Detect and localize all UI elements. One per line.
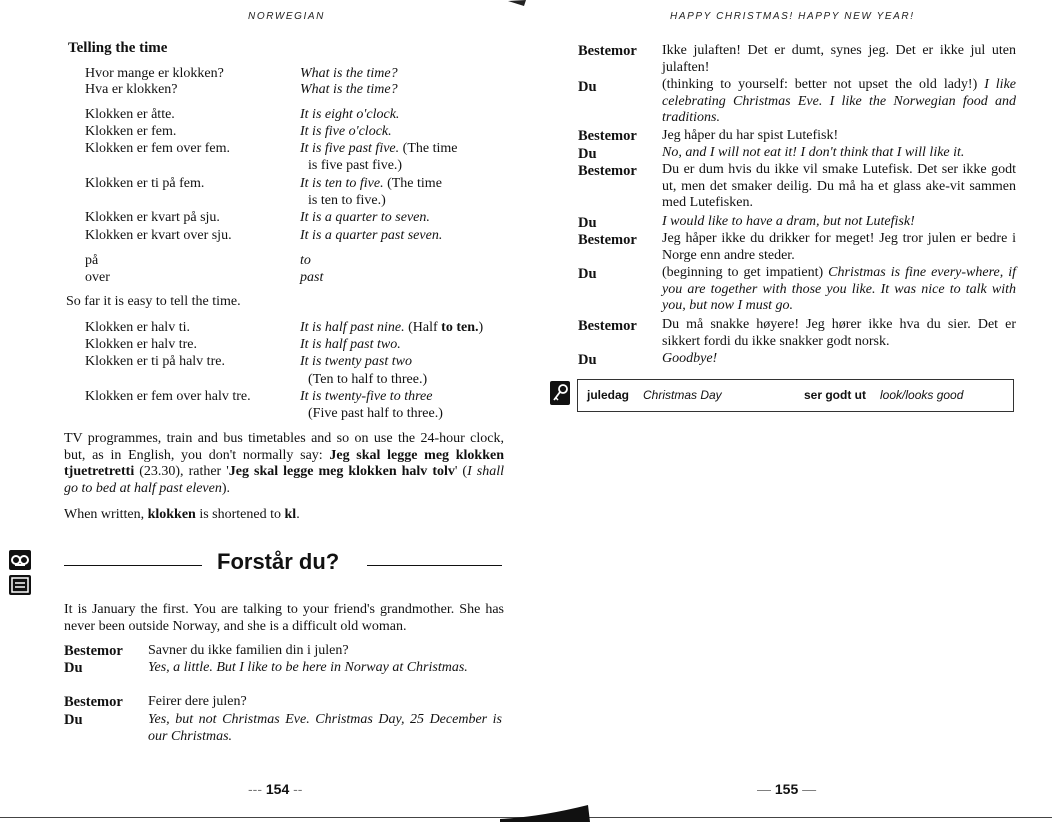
dialogue-line: Goodbye! [662,351,718,366]
phrase-english: It is twenty past two [300,354,412,369]
vocab-box [577,379,1014,412]
speaker: Bestemor [64,694,123,710]
phrase-english: It is a quarter past seven. [300,228,443,243]
speaker: Bestemor [578,43,637,59]
dialogue-line: Du er dum hvis du ikke vil smake Lutefisk. Det ser ikke godt ut, men det smaker deilig. Du må ha et glass ake-vit sammen med Lutefisken. [662,162,1016,210]
speaker: Bestemor [578,232,637,248]
phrase-norwegian: Hvor mange er klokken? [85,66,224,81]
phrase-note-cont: is ten to five.) [308,193,386,208]
page-number-left: --- 154 -- [248,781,303,797]
easy-line: So far it is easy to tell the time. [66,294,241,309]
dialogue-line: Jeg håper ikke du drikker for meget! Jeg tror julen er bedre i Norge enn andre steder. [662,231,1016,263]
forstar-heading: Forstår du? [217,549,340,574]
dialogue-line: No, and I will not eat it! I don't think that I will like it. [662,145,965,160]
vocab-meaning: look/looks good [880,388,964,402]
phrase-english: to [300,253,311,268]
phrase-note: (Half [408,320,442,335]
phrase-english: It is ten to five. [300,176,384,191]
speaker: Du [64,660,83,676]
phrase-note: (Five past half to three.) [308,406,443,421]
heading-rule-right [367,565,502,566]
written-line: When written, klokken is shortened to kl. [64,507,300,522]
spine-shadow [500,805,590,822]
dialogue-line: Ikke julaften! Det er dumt, synes jeg. Det er ikke jul uten julaften! [662,43,1016,75]
phrase-norwegian: Klokken er kvart over sju. [85,228,232,243]
text-icon [9,575,31,595]
speaker: Du [578,352,597,368]
dialogue-line: Du må snakke høyere! Jeg hører ikke hva du sier. Det er sikkert fordi du ikke snakker godt norsk. [662,317,1016,349]
speaker: Du [64,712,83,728]
phrase-note-bold: to ten. [441,320,479,335]
phrase-norwegian: Klokken er fem over halv tre. [85,389,251,404]
dialogue-line: Jeg håper du har spist Lutefisk! [662,128,839,143]
speaker: Bestemor [578,163,637,179]
phrase-note-cont: is five past five.) [308,158,403,173]
speaker: Du [578,79,597,95]
phrase-note-end: ) [478,320,484,335]
tv-paragraph: TV programmes, train and bus timetables and so on use the 24-hour clock, but, as in English, you don't normally say: Jeg skal legge meg klokken tjuetretretti (23.30), rather 'Jeg skal legge meg klokken halv tolv' (I shall go to bed at half past eleven). [64,431,504,496]
phrase-english: It is five past five. [300,141,400,156]
phrase-norwegian: Klokken er halv ti. [85,320,190,335]
dialogue-line: (thinking to yourself: better not upset the old lady!) I like celebrating Christmas Eve. I like the Norwegian food and traditions. [662,77,1016,125]
phrase-english: What is the time? [300,82,398,97]
vocab-word: ser godt ut [804,388,866,402]
section-title: Telling the time [68,40,168,56]
dialogue-line: (beginning to get impatient) Christmas is fine every-where, if you are together with those you like. It was nice to talk with you, but now I must go. [662,265,1016,313]
phrase-norwegian: Hva er klokken? [85,82,178,97]
speaker: Du [578,215,597,231]
dialogue-line: Yes, a little. But I like to be here in Norway at Christmas. [148,660,468,675]
phrase-note: (The time [387,176,442,191]
speaker: Du [578,146,597,162]
phrase-english: It is a quarter to seven. [300,210,430,225]
running-head-left: NORWEGIAN [248,11,325,22]
phrase-norwegian: Klokken er fem. [85,124,177,139]
audio-icon [9,550,31,570]
phrase-english: It is five o'clock. [300,124,392,139]
phrase-norwegian: Klokken er halv tre. [85,337,197,352]
phrase-norwegian: Klokken er kvart på sju. [85,210,220,225]
dialogue-line: Yes, but not Christmas Eve. Christmas Day, 25 December is our Christmas. [148,712,502,744]
dialogue-line: Feirer dere julen? [148,694,247,709]
top-spine-mark [508,0,528,8]
phrase-norwegian: Klokken er fem over fem. [85,141,230,156]
speaker: Bestemor [578,128,637,144]
phrase-norwegian: på [85,253,99,268]
dialogue-line: I would like to have a dram, but not Lutefisk! [662,214,915,229]
speaker: Du [578,266,597,282]
page-number-right: — 155 — [757,781,817,797]
phrase-norwegian: Klokken er ti på halv tre. [85,354,225,369]
vocab-word: juledag [587,388,630,402]
phrase-english: past [300,270,324,285]
intro-paragraph: It is January the first. You are talking to your friend's grandmother. She has never been outside Norway, and she is a difficult old woman. [64,602,504,634]
phrase-english: It is eight o'clock. [300,107,400,122]
phrase-note: (Ten to half to three.) [308,372,428,387]
phrase-norwegian: Klokken er åtte. [85,107,175,122]
phrase-norwegian: over [85,270,110,285]
phrase-english: It is half past nine. [300,320,405,335]
phrase-note: (The time [402,141,458,156]
speaker: Bestemor [578,318,637,334]
phrase-english: What is the time? [300,66,398,81]
phrase-norwegian: Klokken er ti på fem. [85,176,205,191]
phrase-english: It is twenty-five to three [300,389,433,404]
dialogue-line: Savner du ikke familien din i julen? [148,643,349,658]
speaker: Bestemor [64,643,123,659]
phrase-english: It is half past two. [300,337,401,352]
key-icon [550,381,570,405]
running-head-right: HAPPY CHRISTMAS! HAPPY NEW YEAR! [670,11,915,22]
heading-rule-left [64,565,202,566]
vocab-meaning: Christmas Day [643,388,722,402]
